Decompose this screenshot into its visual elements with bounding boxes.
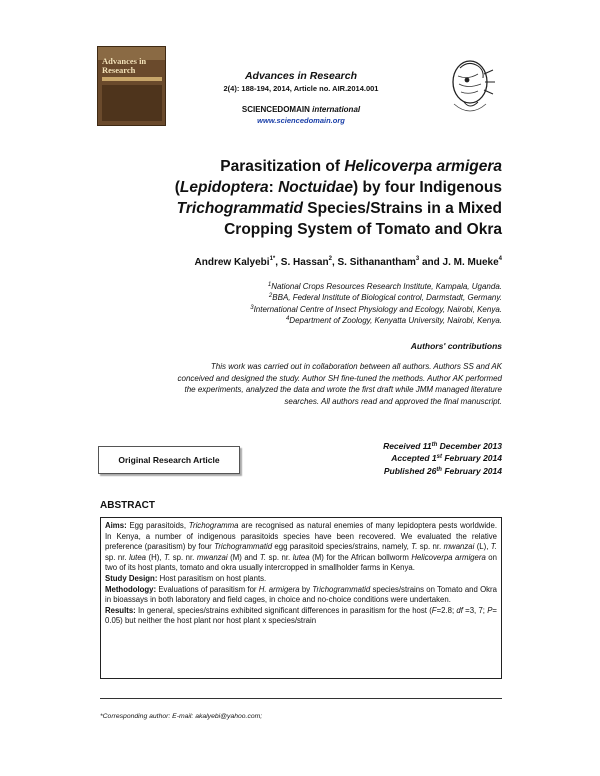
- affiliation-item: $^4$Department of Zoology, Kenyatta University, Nairobi, Kenya.: [285, 316, 502, 326]
- abstract-heading: ABSTRACT: [100, 500, 155, 511]
- published-date: Published 26th February 2014: [383, 465, 502, 476]
- affiliation-item: $^3$International Centre of Insect Physiology and Ecology, Nairobi, Kenya.: [250, 304, 502, 314]
- contributions-heading: Authors' contributions: [410, 341, 502, 351]
- journal-name: Advances in Research: [244, 70, 358, 82]
- corresponding-author-footnote: *Corresponding author: E-mail: akalyebi@yahoo.com;: [100, 713, 263, 720]
- publication-dates: [300, 440, 502, 477]
- abstract-results: Results: In general, species/strains exhibited significant differences in parasitism for the host (F=2.8; df =3, 7; P= 0.05) but neither the host plant nor host plant x species/strain: [105, 605, 497, 626]
- cover-title: Advances in Research: [102, 56, 147, 75]
- affiliations: [100, 281, 502, 327]
- affiliation-item: $^2$BBA, Federal Institute of Biological control, Darmstadt, Germany.: [268, 293, 502, 303]
- abstract-aims: Aims: Egg parasitoids, Trichogramma are recognised as natural enemies of many lepidoptera pests worldwide. In Kenya, a number of indigenous parasitoids species have been recovered. We evaluated the relative preference (parasitism) by four Trichogrammatid egg parasitoid species/strains, namely, T. sp. nr. mwanzai (L), T. sp. nr. lutea (H), T. sp. nr. mwanzai (M) and T. sp. nr. lutea (M) for the African bollworm Helicoverpa armigera on two of its host plants, tomato and okra usually intercropped in smallholder farms in Kenya.: [105, 521, 497, 573]
- paper-title: Parasitization of Helicoverpa armigera (Lepidoptera: Noctuidae) by four Indigenous Trichogrammatid Species/Strains in a Mixed Cropping System of Tomato and Okra: [174, 158, 502, 238]
- volume-line: 2(4): 188-194, 2014, Article no. AIR.2014.001: [223, 84, 379, 93]
- author-list: Andrew Kalyebi$^{1*}$, S. Hassan$^2$, S. Sithanantham$^3$ and J. M. Mueke$^4$: [194, 256, 502, 268]
- sciencedomain-logo-icon: [446, 52, 498, 114]
- publisher-name: SCIENCEDOMAIN international: [241, 105, 361, 114]
- footnote-divider: [100, 698, 502, 699]
- publisher-website-link[interactable]: www.sciencedomain.org: [257, 116, 345, 125]
- abstract-study-design: Study Design: Host parasitism on host plants.: [105, 573, 267, 583]
- article-type-box: Original Research Article: [98, 446, 240, 474]
- abstract-box: [100, 517, 502, 679]
- contributions-text: This work was carried out in collaboration between all authors. Authors SS and AK conceived and designed the study. Author SH fine-tuned the methods. Author AK performed the experiments, analyzed the data and wrote the first draft while JMM managed literature searches. All authors read and approved the final manuscript.: [177, 362, 502, 406]
- journal-cover-image: [97, 46, 166, 126]
- abstract-methodology: Methodology: Evaluations of parasitism for H. armigera by Trichogrammatid species/strains on Tomato and Okra in bioassays in both laboratory and field cages, in choice and no-choice conditions were undertaken.: [105, 584, 497, 605]
- received-date: Received 11th December 2013: [383, 441, 502, 451]
- accepted-date: Accepted 1st February 2014: [391, 453, 502, 464]
- affiliation-item: $^1$National Crops Resources Research Institute, Kampala, Uganda.: [267, 282, 502, 291]
